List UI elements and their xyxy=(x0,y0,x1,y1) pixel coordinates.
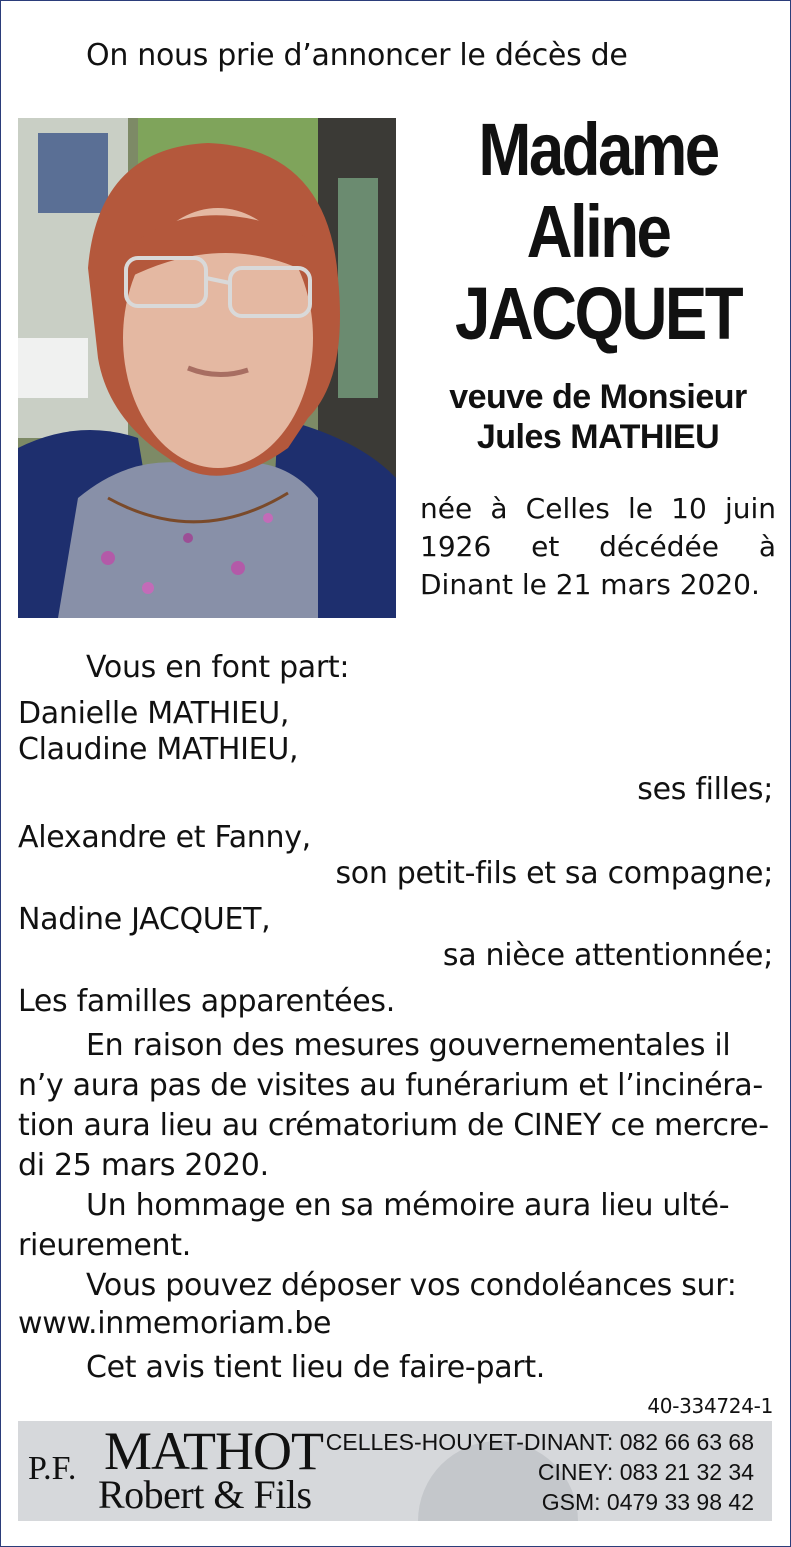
tribute-line-2: rieurement. xyxy=(18,1228,191,1263)
faire-part-line: Cet avis tient lieu de faire-part. xyxy=(86,1350,546,1385)
phone-line-3: GSM: 0479 33 98 42 xyxy=(541,1489,754,1515)
grandchild-relation: son petit-fils et sa compagne; xyxy=(335,856,773,891)
widow-of-line: veuve de Monsieur xyxy=(449,378,747,416)
niece: Nadine JACQUET, xyxy=(18,902,271,937)
daughter-1: Danielle MATHIEU, xyxy=(18,696,290,731)
family-heading: Vous en font part: xyxy=(86,650,350,685)
condolences-website: www.inmemoriam.be xyxy=(18,1306,332,1341)
phone-place-1: CELLES-HOUYET-DINANT xyxy=(325,1429,607,1455)
phone-place-2: CINEY xyxy=(537,1459,607,1485)
phone-number-1: 082 66 63 68 xyxy=(619,1429,754,1455)
spouse-name: Jules MATHIEU xyxy=(476,418,720,456)
phone-place-3: GSM xyxy=(541,1489,595,1515)
phone-line-1: CELLES-HOUYET-DINANT: 082 66 63 68 xyxy=(325,1429,754,1455)
birth-death-details: née à Celles le 10 juin 1926 et décédée à Dinant le 21 mars 2020. xyxy=(420,492,776,601)
notice-line-3: tion aura lieu au crématorium de CINEY ce mercre- xyxy=(18,1108,769,1143)
tribute-line-1: Un hommage en sa mémoire aura lieu ulté- xyxy=(86,1188,730,1223)
deceased-surname: JACQUET xyxy=(454,272,742,355)
related-families: Les familles apparentées. xyxy=(18,984,395,1019)
funeral-home-subtitle: Robert & Fils xyxy=(98,1472,312,1517)
phone-number-2: 083 21 32 34 xyxy=(619,1459,754,1485)
funeral-home-name: MATHOT xyxy=(104,1421,323,1481)
intro-text: On nous prie d’annoncer le décès de xyxy=(86,38,628,73)
phone-line-2: CINEY: 083 21 32 34 xyxy=(537,1459,754,1485)
daughters-relation: ses filles; xyxy=(637,772,773,807)
portrait-photo xyxy=(18,118,396,618)
funeral-home-banner xyxy=(18,1421,772,1521)
daughter-2: Claudine MATHIEU, xyxy=(18,732,299,767)
condolences-line: Vous pouvez déposer vos condoléances sur: xyxy=(86,1268,737,1303)
notice-line-4: di 25 mars 2020. xyxy=(18,1148,269,1183)
reference-number: 40-334724-1 xyxy=(647,1394,773,1418)
niece-relation: sa nièce attentionnée; xyxy=(442,938,773,973)
deceased-first-name: Aline xyxy=(526,190,670,273)
notice-line-2: n’y aura pas de visites au funérarium et l’incinéra- xyxy=(18,1068,763,1103)
deceased-title: Madame xyxy=(478,108,718,191)
notice-line-1: En raison des mesures gouvernementales il xyxy=(86,1028,731,1063)
funeral-home-prefix: P.F. xyxy=(28,1450,77,1487)
grandchild: Alexandre et Fanny, xyxy=(18,820,311,855)
phone-number-3: 0479 33 98 42 xyxy=(606,1489,754,1515)
